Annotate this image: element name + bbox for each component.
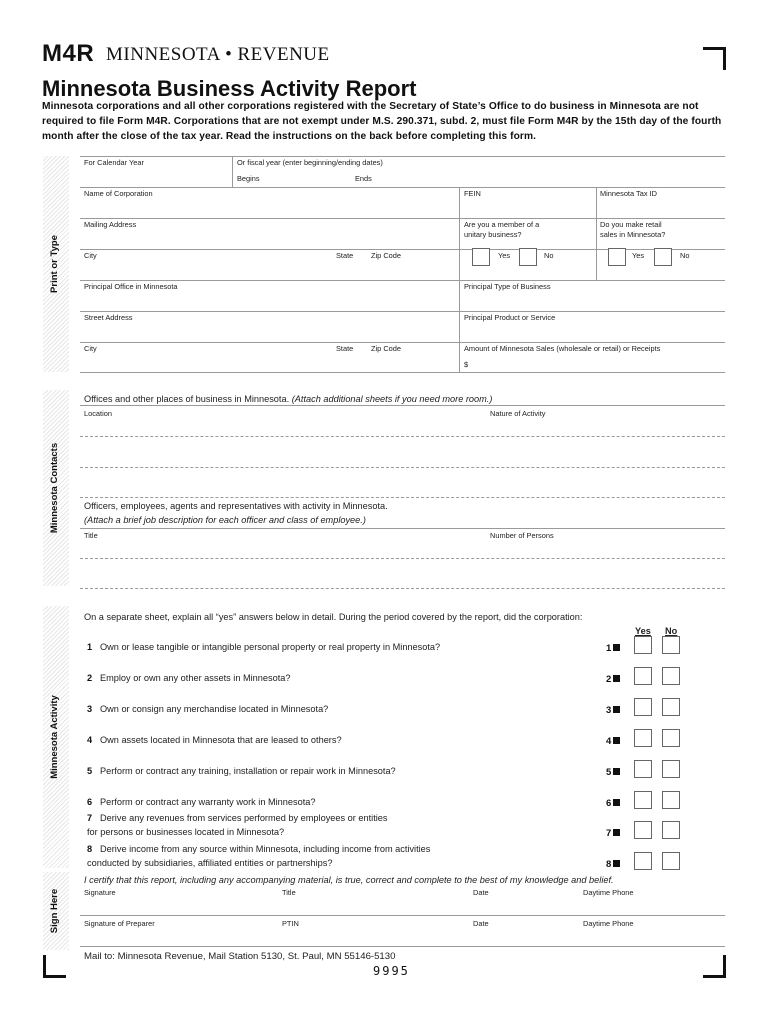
label-city-2: City [84, 344, 97, 353]
square-bullet-icon [613, 768, 620, 775]
form-code: 9995 [373, 964, 410, 978]
label-unitary-question: Are you a member of a [464, 220, 540, 229]
square-bullet-icon [613, 737, 620, 744]
question-6-no-checkbox[interactable] [662, 791, 680, 809]
label-ends: Ends [355, 174, 372, 183]
question-6-yes-checkbox[interactable] [634, 791, 652, 809]
label-principal-office: Principal Office in Minnesota [84, 282, 178, 291]
label-begins: Begins [237, 174, 260, 183]
question-2-answer-number [606, 674, 620, 685]
offices-note: (Attach additional sheets if you need more room.) [291, 394, 493, 404]
question-8-answer-number [606, 859, 620, 870]
label-preparer-signature: Signature of Preparer [84, 919, 155, 928]
question-7-number: 7 [87, 813, 93, 823]
question-5-no-checkbox[interactable] [662, 760, 680, 778]
square-bullet-icon [613, 799, 620, 806]
question-7-text-2: for persons or businesses located in Minnesota? [87, 827, 285, 837]
corner-mark-top-right [703, 47, 726, 70]
question-1-text: Own or lease tangible or intangible personal property or real property in Minnesota? [100, 642, 441, 652]
question-5-yes-checkbox[interactable] [634, 760, 652, 778]
question-3-text: Own or consign any merchandise located in Minnesota? [100, 704, 329, 714]
question-4-text: Own assets located in Minnesota that are leased to others? [100, 735, 342, 745]
question-4-answer-number [606, 736, 620, 747]
unitary-yes-checkbox[interactable] [472, 248, 490, 266]
question-1-answer-number-text: 1 [606, 643, 612, 654]
corner-mark-bottom-right [703, 955, 726, 978]
label-ptin: PTIN [282, 919, 299, 928]
question-3-answer-number-text: 3 [606, 705, 612, 716]
label-preparer-date: Date [473, 919, 489, 928]
activity-no-header: No [665, 626, 678, 636]
question-6-answer-number-text: 6 [606, 798, 612, 809]
label-calendar-year: For Calendar Year [84, 158, 144, 167]
question-2-answer-number-text: 2 [606, 674, 612, 685]
question-5-answer-number [606, 767, 620, 778]
question-5-answer-number-text: 5 [606, 767, 612, 778]
square-bullet-icon [613, 675, 620, 682]
side-label-minnesota-activity: Minnesota Activity [49, 695, 60, 779]
question-8-yes-checkbox[interactable] [634, 852, 652, 870]
question-1-answer-number [606, 643, 620, 654]
label-zip: Zip Code [371, 251, 401, 260]
label-unitary-question-2: unitary business? [464, 230, 522, 239]
offices-heading: Offices and other places of business in Minnesota. (Attach additional sheets if you need more room.) [84, 394, 493, 404]
question-4-no-checkbox[interactable] [662, 729, 680, 747]
form-id: M4R [42, 40, 95, 67]
label-principal-product: Principal Product or Service [464, 313, 556, 322]
label-signature: Signature [84, 888, 116, 897]
label-principal-business: Principal Type of Business [464, 282, 551, 291]
label-mn-tax-id: Minnesota Tax ID [600, 189, 657, 198]
side-band-minnesota-contacts [43, 390, 69, 586]
question-8-number: 8 [87, 844, 93, 854]
label-daytime-phone: Daytime Phone [583, 888, 634, 897]
label-fein: FEIN [464, 189, 481, 198]
question-7-answer-number [606, 828, 620, 839]
mail-to-address: Mail to: Minnesota Revenue, Mail Station 5130, St. Paul, MN 55146-5130 [84, 951, 396, 962]
certify-statement: I certify that this report, including any accompanying material, is true, correct and complete to the best of my knowledge and belief. [84, 875, 614, 885]
question-7-yes-checkbox[interactable] [634, 821, 652, 839]
side-label-sign-here: Sign Here [49, 888, 60, 934]
label-zip-2: Zip Code [371, 344, 401, 353]
label-corporation-name: Name of Corporation [84, 189, 153, 198]
label-sales-amount: Amount of Minnesota Sales (wholesale or retail) or Receipts [464, 344, 661, 353]
question-4-number: 4 [87, 735, 93, 745]
question-8-answer-number-text: 8 [606, 859, 612, 870]
square-bullet-icon [613, 644, 620, 651]
question-4-yes-checkbox[interactable] [634, 729, 652, 747]
activity-intro: On a separate sheet, explain all “yes” answers below in detail. During the period covered by the report, did the corporation: [84, 612, 583, 622]
label-fiscal-year: Or fiscal year (enter beginning/ending dates) [237, 158, 383, 167]
question-2-no-checkbox[interactable] [662, 667, 680, 685]
page-title: Minnesota Business Activity Report [42, 76, 417, 101]
intro-text: Minnesota corporations and all other corporations registered with the Secretary of State’s Office to do business in Minnesota are not required to file Form M4R. Corporations that are not exempt under M.S. 290.371, subd. 2, must file Form M4R by the 15th day of the fourth month after the close of the tax year. Read the instructions on the back before completing this form. [42, 101, 722, 142]
label-nature-of-activity: Nature of Activity [490, 409, 546, 418]
question-8-no-checkbox[interactable] [662, 852, 680, 870]
label-retail-question-2: sales in Minnesota? [600, 230, 666, 239]
side-label-print-or-type: Print or Type [49, 235, 60, 293]
question-4-answer-number-text: 4 [606, 736, 612, 747]
retail-no-checkbox[interactable] [654, 248, 672, 266]
side-band-print-or-type [43, 156, 69, 372]
label-sign-title: Title [282, 888, 296, 897]
unitary-yes-label: Yes [498, 251, 511, 260]
label-street-address: Street Address [84, 313, 133, 322]
question-1-yes-checkbox[interactable] [634, 636, 652, 654]
question-3-answer-number [606, 705, 620, 716]
square-bullet-icon [613, 706, 620, 713]
square-bullet-icon [613, 829, 620, 836]
side-band-sign-here [43, 872, 69, 950]
retail-yes-label: Yes [632, 251, 645, 260]
question-8-text-2: conducted by subsidiaries, affiliated entities or partnerships? [87, 858, 333, 868]
label-state: State [336, 251, 354, 260]
question-5-text: Perform or contract any training, installation or repair work in Minnesota? [100, 766, 396, 776]
question-5-number: 5 [87, 766, 93, 776]
label-city: City [84, 251, 97, 260]
question-6-text: Perform or contract any warranty work in Minnesota? [100, 797, 316, 807]
retail-no-label: No [680, 251, 690, 260]
agency-name: MINNESOTA • REVENUE [106, 44, 330, 65]
label-location: Location [84, 409, 112, 418]
officers-note: (Attach a brief job description for each officer and class of employee.) [84, 515, 366, 525]
label-dollar: $ [464, 360, 469, 369]
question-3-number: 3 [87, 704, 93, 714]
question-6-answer-number [606, 798, 620, 809]
question-2-number: 2 [87, 673, 93, 683]
question-7-no-checkbox[interactable] [662, 821, 680, 839]
question-1-no-checkbox[interactable] [662, 636, 680, 654]
question-7-text: Derive any revenues from services performed by employees or entities [100, 813, 388, 823]
label-preparer-phone: Daytime Phone [583, 919, 634, 928]
question-1-number: 1 [87, 642, 93, 652]
question-2-text: Employ or own any other assets in Minnesota? [100, 673, 291, 683]
question-3-no-checkbox[interactable] [662, 698, 680, 716]
question-8-text: Derive income from any source within Minnesota, including income from activities [100, 844, 431, 854]
label-state-2: State [336, 344, 354, 353]
side-label-minnesota-contacts: Minnesota Contacts [49, 442, 60, 534]
question-2-yes-checkbox[interactable] [634, 667, 652, 685]
question-6-number: 6 [87, 797, 93, 807]
label-mailing-address: Mailing Address [84, 220, 137, 229]
question-7-answer-number-text: 7 [606, 828, 612, 839]
square-bullet-icon [613, 860, 620, 867]
unitary-no-checkbox[interactable] [519, 248, 537, 266]
activity-yes-header: Yes [635, 626, 651, 636]
label-title: Title [84, 531, 98, 540]
label-sign-date: Date [473, 888, 489, 897]
label-number-of-persons: Number of Persons [490, 531, 554, 540]
label-retail-question: Do you make retail [600, 220, 662, 229]
question-3-yes-checkbox[interactable] [634, 698, 652, 716]
retail-yes-checkbox[interactable] [608, 248, 626, 266]
unitary-no-label: No [544, 251, 554, 260]
officers-heading: Officers, employees, agents and representatives with activity in Minnesota. [84, 501, 388, 511]
